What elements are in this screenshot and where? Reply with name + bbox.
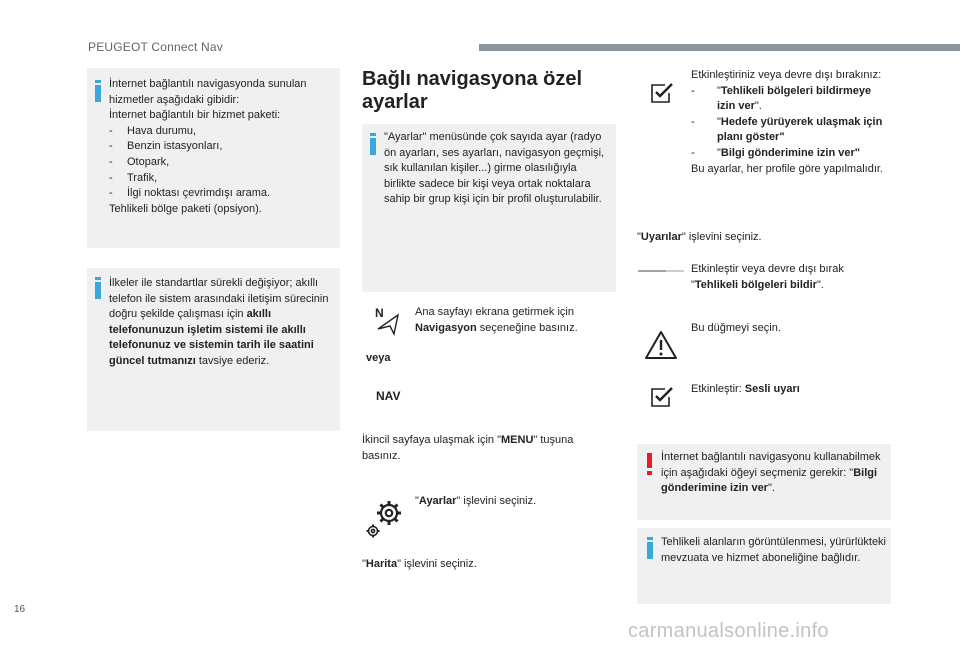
info-note-regulation — [637, 528, 891, 604]
step-activate: Etkinleştir: Sesli uyarı — [691, 383, 800, 395]
step-toggle: Etkinleştir veya devre dışı bırak "Tehlikeli bölgeleri bildir". — [691, 263, 844, 291]
list-item: - "Hedefe yürüyerek ulaşmak için planı göster" — [691, 115, 891, 146]
enable-options: Etkinleştiriniz veya devre dışı bırakınız: - "Tehlikeli bölgeleri bildirmeye izin ver". - "Hedefe yürüyerek ulaşmak için planı göster" - "Bilgi gönderimine izin ver" Bu ayarlar, her profile göre yapılmalıdır. — [691, 68, 891, 177]
note-outro: Tehlikeli bölge paketi (opsiyon). — [109, 202, 262, 215]
info-icon — [370, 138, 376, 155]
warning-note: İnternet bağlantılı navigasyonu kullanabilmek için aşağıdaki öğeyi seçmeniz gerekir: "Bilgi gönderimine izin ver". — [637, 444, 891, 520]
checkbox-icon[interactable] — [650, 386, 674, 408]
warning-icon — [647, 453, 652, 468]
step-warnings: "Uyarılar" işlevini seçiniz. — [637, 231, 762, 243]
section-title: Bağlı navigasyona özel ayarlar — [362, 68, 583, 113]
nav-button[interactable]: NAV — [376, 389, 401, 403]
info-note-services — [87, 68, 340, 248]
step-map: "Harita" işlevini seçiniz. — [362, 558, 477, 570]
header-title: PEUGEOT Connect Nav — [88, 40, 223, 54]
list-item: - Hava durumu, — [109, 124, 334, 140]
list-item: - Otopark, — [109, 155, 334, 171]
warning-triangle-icon[interactable] — [644, 330, 678, 360]
watermark: carmanualsonline.info — [628, 620, 829, 642]
arrow-icon — [373, 306, 405, 336]
note-pack-line: İnternet bağlantılı bir hizmet paketi: — [109, 109, 281, 122]
note-text: Tehlikeli alanların görüntülenmesi, yürürlükteki mevzuata ve hizmet aboneliğine bağlıdır. — [661, 536, 887, 564]
navigation-icon[interactable]: N — [373, 306, 405, 336]
list-item: - Trafik, — [109, 171, 334, 187]
step-settings: "Ayarlar" işlevini seçiniz. — [415, 495, 537, 507]
step-menu: İkincil sayfaya ulaşmak için "MENU" tuşuna basınız. — [362, 434, 574, 462]
info-note-update: İlkeler ile standartlar sürekli değişiyor; akıllı telefon ile sistem arasındaki iletişim sürecinin doğru şekilde çalışması için akıllı telefonunuzun işletim sistemi ile akıllı telefonunuz ve sistemin tarih ile saatini güncel tutmanızı tavsiye ederiz. — [87, 268, 340, 431]
services-list — [109, 124, 334, 202]
list-item: - Benzin istasyonları, — [109, 139, 334, 155]
info-icon — [95, 282, 101, 299]
enable-list — [691, 84, 891, 162]
step-navigation: Ana sayfayı ekrana getirmek için Navigasyon seçeneğine basınız. — [415, 306, 578, 334]
page-number: 16 — [14, 604, 26, 615]
note-text: "Ayarlar" menüsünde çok sayıda ayar (radyo ön ayarları, ses ayarları, navigasyon geçmişi, sık kullanılan kişiler...) girme olasılığıyla birlikte sadece bir kişi veya ortak noktalara sahip bir grup kişi için bir profil oluşturulabilir. — [384, 131, 605, 206]
settings-gear-icon[interactable] — [364, 498, 408, 542]
list-item: - "Bilgi gönderimine izin ver" — [691, 146, 891, 162]
info-icon — [95, 85, 101, 102]
list-item: - "Tehlikeli bölgeleri bildirmeye izin ver". — [691, 84, 891, 115]
list-item: - İlgi noktası çevrimdışı arama. — [109, 186, 334, 202]
or-label: veya — [366, 352, 391, 364]
info-icon — [647, 542, 653, 559]
step-press-button: Bu düğmeyi seçin. — [691, 322, 781, 334]
info-note-profiles — [362, 124, 616, 292]
note-intro: İnternet bağlantılı navigasyonda sunulan hizmetler aşağıdaki gibidir: — [109, 78, 307, 106]
toggle-switch-icon[interactable] — [638, 266, 684, 276]
checkbox-icon[interactable] — [650, 82, 674, 104]
header-bar — [479, 44, 960, 51]
